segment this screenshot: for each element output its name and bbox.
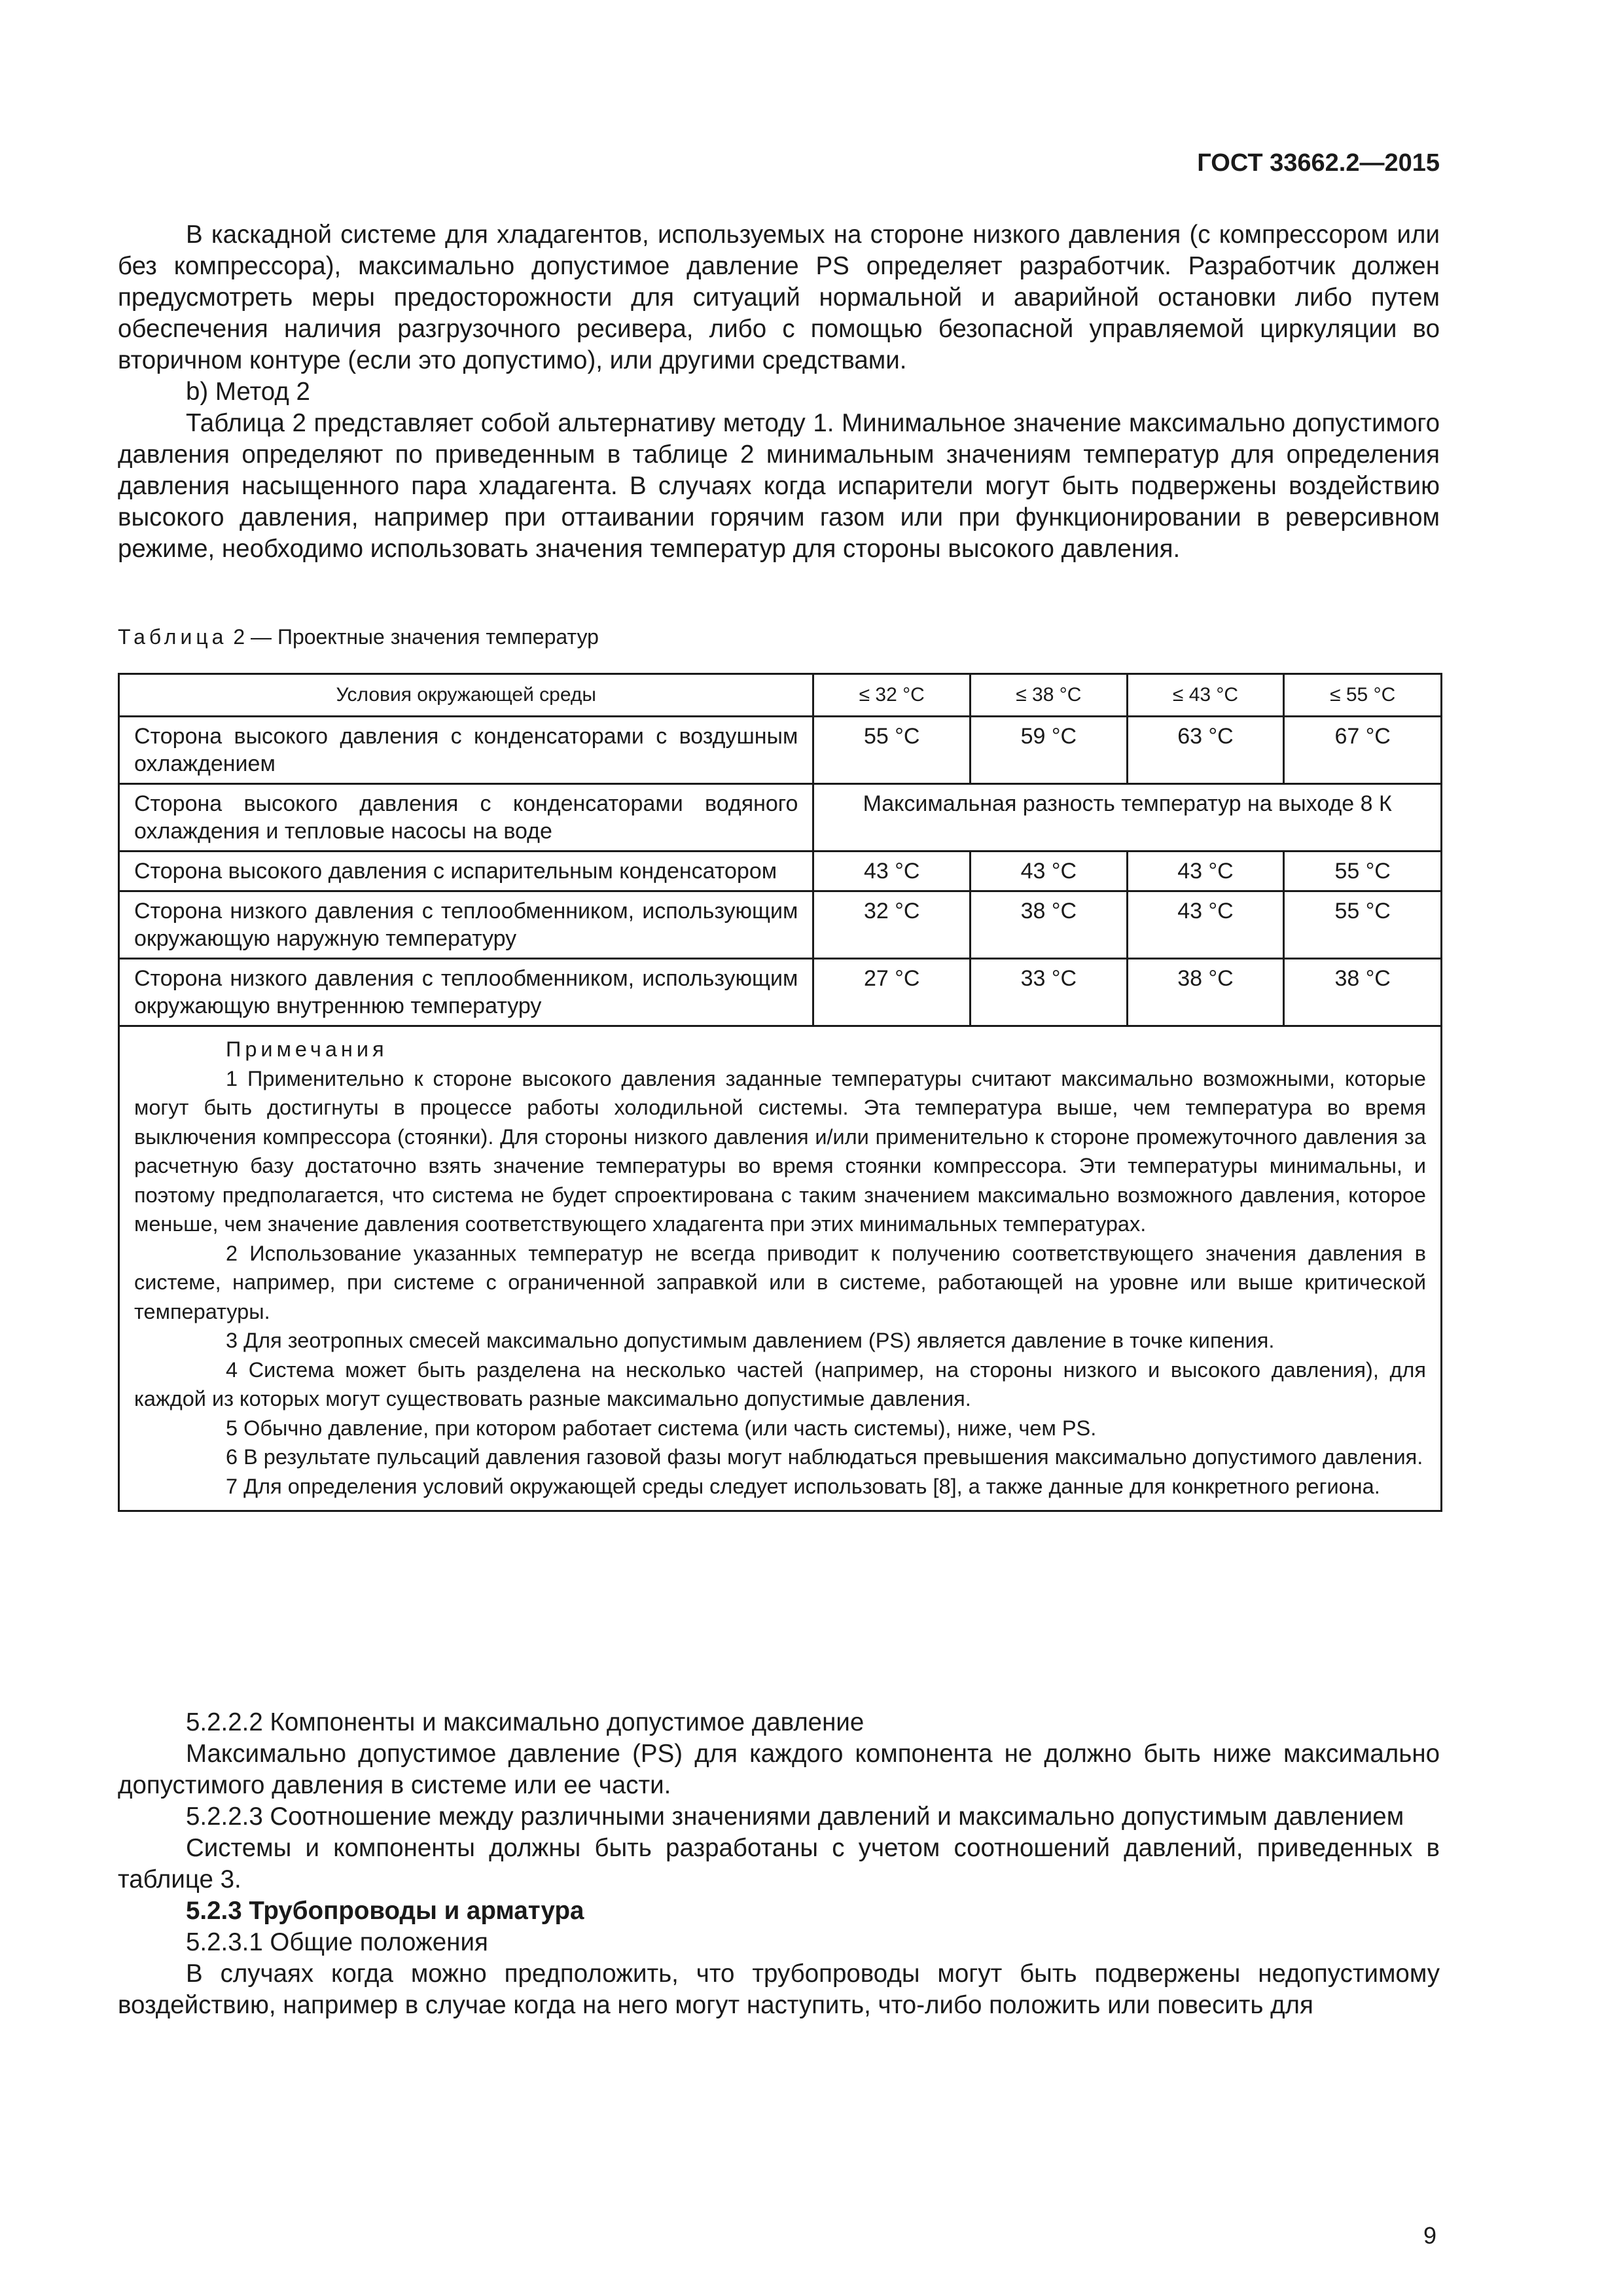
table-header-row <box>119 674 1442 717</box>
note-item: 3 Для зеотропных смесей максимально допустимым давлением (PS) является давление в точке кипения. <box>226 1329 1275 1352</box>
table-notes-row <box>119 1026 1442 1511</box>
value-cell: 38 °С <box>971 891 1128 959</box>
subsection-heading: 5.2.3.1 Общие положения <box>186 1928 488 1956</box>
note-item: 4 Система может быть разделена на несколько частей (например, на стороны низкого и высокого давления), для каждой из которых могут существовать разные максимально допустимые давления. <box>134 1357 1426 1410</box>
subsection-heading: 5.2.2.2 Компоненты и максимально допустимое давление <box>186 1708 865 1736</box>
section-heading: 5.2.3 Трубопроводы и арматура <box>186 1897 584 1925</box>
note-item: 5 Обычно давление, при котором работает система (или часть системы), ниже, чем PS. <box>226 1416 1097 1440</box>
note-item: 7 Для определения условий окружающей среды следует использовать [8], а также данные для конкретного региона. <box>226 1474 1380 1498</box>
column-header: ≤ 32 °С <box>813 674 971 717</box>
table-row <box>119 852 1442 891</box>
table-caption <box>118 625 599 649</box>
table-row <box>119 717 1442 784</box>
paragraph: Максимально допустимое давление (PS) для каждого компонента не должно быть ниже максимально допустимого давления в системе или ее части. <box>118 1740 1440 1799</box>
column-header: ≤ 38 °С <box>971 674 1128 717</box>
note-item: 6 В результате пульсаций давления газовой фазы могут наблюдаться превышения максимально допустимого давления. <box>226 1445 1423 1469</box>
value-cell: 38 °С <box>1127 959 1284 1026</box>
temperature-table <box>118 673 1442 1512</box>
section-text <box>118 1707 1440 2021</box>
column-header: ≤ 43 °С <box>1127 674 1284 717</box>
value-cell: 43 °С <box>813 852 971 891</box>
value-cell: 33 °С <box>971 959 1128 1026</box>
page-number: 9 <box>1423 2222 1436 2249</box>
table-caption-text: 2 — Проектные значения температур <box>233 625 599 649</box>
value-cell: 55 °С <box>1284 852 1442 891</box>
value-cell: 55 °С <box>1284 891 1442 959</box>
intro-text <box>118 219 1440 565</box>
table-row <box>119 959 1442 1026</box>
value-cell: 27 °С <box>813 959 971 1026</box>
subsection-heading: 5.2.2.3 Соотношение между различными значениями давлений и максимально допустимым давлением <box>186 1803 1404 1831</box>
paragraph: В каскадной системе для хладагентов, используемых на стороне низкого давления (с компрессором или без компрессора), максимально допустимое давление PS определяет разработчик. Разработчик должен предусмотреть меры предосторожности для ситуаций нормальной и аварийной остановки либо путем обеспечения наличия разгрузочного ресивера, либо с помощью безопасной управляемой циркуляции во вторичном контуре (если это допустимо), или другими средствами. <box>118 221 1440 374</box>
condition-cell: Сторона высокого давления с конденсаторами с воздушным охлаждением <box>119 717 813 784</box>
condition-cell: Сторона высокого давления с конденсаторами водяного охлаждения и тепловые насосы на воде <box>119 784 813 852</box>
value-cell: 59 °С <box>971 717 1128 784</box>
value-cell: 43 °С <box>1127 852 1284 891</box>
condition-cell: Сторона высокого давления с испарительным конденсатором <box>119 852 813 891</box>
paragraph: Системы и компоненты должны быть разработаны с учетом соотношений давлений, приведенных в таблице 3. <box>118 1834 1440 1893</box>
paragraph: В случаях когда можно предположить, что трубопроводы могут быть подвержены недопустимому воздействию, например в случае когда на него могут наступить, что-либо положить или повесить для <box>118 1960 1440 2019</box>
table-caption-label: Таблица <box>118 625 228 649</box>
value-cell: 55 °С <box>813 717 971 784</box>
notes-cell <box>119 1026 1442 1511</box>
value-cell: 43 °С <box>971 852 1128 891</box>
value-cell: 38 °С <box>1284 959 1442 1026</box>
merged-value-cell: Максимальная разность температур на выходе 8 К <box>813 784 1442 852</box>
condition-cell: Сторона низкого давления с теплообменником, использующим окружающую внутреннюю температуру <box>119 959 813 1026</box>
value-cell: 32 °С <box>813 891 971 959</box>
table-row <box>119 784 1442 852</box>
table-row <box>119 891 1442 959</box>
notes-title: Примечания <box>226 1037 388 1061</box>
value-cell: 67 °С <box>1284 717 1442 784</box>
value-cell: 63 °С <box>1127 717 1284 784</box>
document-code-header: ГОСТ 33662.2—2015 <box>1197 149 1440 177</box>
paragraph: Таблица 2 представляет собой альтернативу методу 1. Минимальное значение максимально допустимого давления определяют по приведенным в таблице 2 минимальным значениям температур для определения давления насыщенного пара хладагента. В случаях когда испарители могут быть подвержены воздействию высокого давления, например при оттаивании горячим газом или при функционировании в реверсивном режиме, необходимо использовать значения температур для стороны высокого давления. <box>118 409 1440 563</box>
note-item: 2 Использование указанных температур не всегда приводит к получению соответствующего значения давления в системе, например, при системе с ограниченной заправкой или в системе, работающей на уровне или выше критической температуры. <box>134 1241 1426 1323</box>
column-header: Условия окружающей среды <box>119 674 813 717</box>
value-cell: 43 °С <box>1127 891 1284 959</box>
note-item: 1 Применительно к стороне высокого давления заданные температуры считают максимально возможными, которые могут быть достигнуты в процессе работы холодильной системы. Эта температура выше, чем температура во время выключения компрессора (стоянки). Для стороны низкого давления и/или применительно к стороне промежуточного давления за расчетную базу достаточно взять значение температуры во время стоянки компрессора. Эти температуры минимальны, и поэтому предполагается, что система не будет спроектирована с таким значением максимально возможного давления, которое меньше, чем значение давления соответствующего хладагента при этих минимальных температурах. <box>134 1066 1426 1236</box>
condition-cell: Сторона низкого давления с теплообменником, использующим окружающую наружную температуру <box>119 891 813 959</box>
paragraph: b) Метод 2 <box>186 378 310 406</box>
column-header: ≤ 55 °С <box>1284 674 1442 717</box>
